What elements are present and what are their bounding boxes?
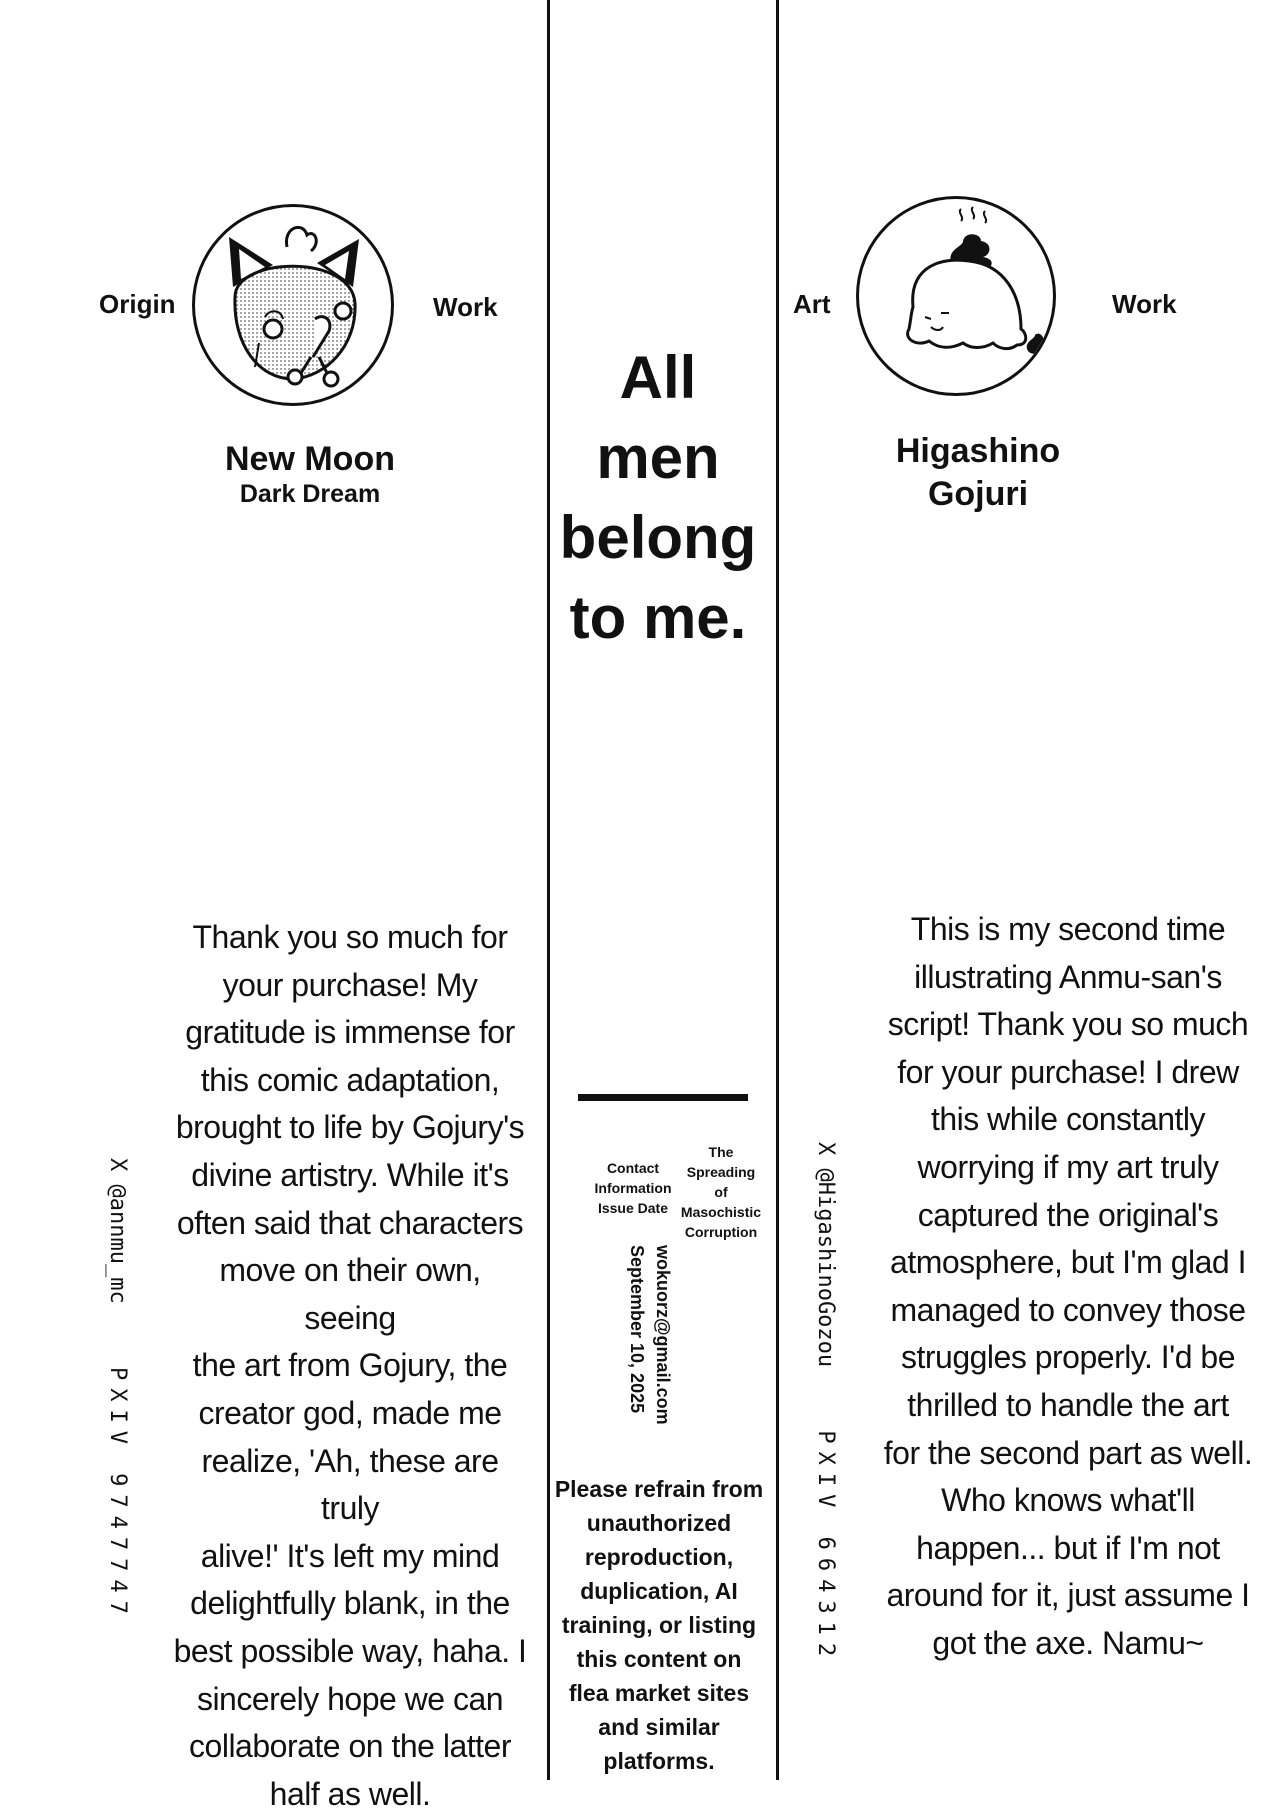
message-line: best possible way, haha. I — [173, 1632, 527, 1669]
message-line: brought to life by Gojury's — [175, 1109, 525, 1146]
message-line: this while constantly — [930, 1101, 1206, 1138]
right-social-handles — [813, 1142, 838, 1674]
message-line: around for it, just assume I — [886, 1577, 1250, 1614]
message-line: often said that characters — [176, 1204, 524, 1241]
message-line: thrilled to handle the art — [907, 1386, 1229, 1423]
contact-label-line: Issue Date — [597, 1200, 669, 1216]
message-line: the art from Gojury, the — [192, 1347, 508, 1384]
title-line: Spreading — [686, 1164, 756, 1180]
message-line: managed to convey those — [890, 1291, 1246, 1328]
artist-name-line: Gojuri — [927, 474, 1029, 513]
message-line: alive!' It's left my mind — [200, 1537, 500, 1574]
left-column-divider — [547, 0, 550, 1780]
message-line: Thank you so much for — [192, 919, 508, 955]
message-line: worrying if my art truly — [917, 1148, 1219, 1185]
message-line: script! Thank you so much — [887, 1006, 1249, 1043]
message-line: sincerely hope we can — [196, 1680, 504, 1717]
pixiv-id: PXIV 9747747 — [105, 1366, 130, 1622]
headline-line: belong — [559, 504, 757, 571]
title-line: The — [708, 1144, 734, 1160]
copyright-notice: Please refrain from unauthorized reproduction, duplication, AI training, or listing this content on flea market sites and similar platforms. — [554, 1476, 764, 1774]
message-line: divine artistry. While it's — [191, 1156, 509, 1193]
artist-name-line: Higashino — [895, 432, 1061, 470]
title-line: Masochistic — [680, 1204, 762, 1220]
message-line: This is my second time — [910, 911, 1226, 947]
message-line: this comic adaptation, — [200, 1061, 500, 1098]
headline-line: men — [596, 424, 720, 491]
x-handle: X @HigashinoGozou — [813, 1142, 838, 1368]
title-line: Corruption — [684, 1224, 758, 1240]
x-handle: X @annmu_mc — [105, 1158, 130, 1304]
origin-label: Origin — [99, 289, 176, 319]
left-author-subname: Dark Dream — [239, 480, 381, 508]
email: wokuorz@gmail.com — [653, 1245, 673, 1425]
right-work-label: Work — [1112, 289, 1177, 319]
message-line: captured the original's — [917, 1196, 1219, 1233]
message-line: realize, 'Ah, these are truly — [201, 1442, 499, 1527]
message-line: half as well. — [269, 1775, 431, 1812]
book-title — [678, 1142, 764, 1242]
message-line: collaborate on the latter — [189, 1728, 511, 1765]
divider-rule — [578, 1094, 748, 1101]
art-label: Art — [793, 289, 831, 319]
left-author-message — [170, 914, 530, 1818]
message-line: delightfully blank, in the — [190, 1585, 510, 1622]
left-social-handles — [105, 1158, 130, 1632]
message-line: for the second part as well. — [883, 1434, 1253, 1471]
right-artist-message — [868, 906, 1268, 1668]
right-artist-name — [858, 430, 1098, 515]
message-line: your purchase! My — [222, 966, 478, 1003]
headline-line: to me. — [569, 584, 747, 651]
message-line: illustrating Anmu-san's — [914, 958, 1222, 995]
author-avatar-cat — [192, 204, 394, 406]
contact-label-line: Contact — [606, 1160, 660, 1176]
headline-line: All — [619, 344, 697, 411]
message-line: move on their own, seeing — [219, 1252, 481, 1336]
right-column-divider — [776, 0, 779, 1780]
message-line: Who knows what'll — [941, 1482, 1195, 1519]
contact-details — [624, 1245, 676, 1425]
pixiv-id: PXIV 664312 — [813, 1430, 838, 1665]
message-line: atmosphere, but I'm glad I — [890, 1244, 1246, 1281]
left-work-label: Work — [433, 292, 498, 322]
ghost-character-icon — [859, 199, 1053, 393]
cat-character-icon — [195, 207, 391, 403]
issue-date: September 10, 2025 — [627, 1245, 647, 1414]
message-line: for your purchase! I drew — [897, 1053, 1239, 1090]
message-line: creator god, made me — [198, 1394, 502, 1431]
message-line: gratitude is immense for — [185, 1014, 515, 1051]
headline — [550, 338, 766, 658]
contact-label-line: Information — [594, 1180, 672, 1196]
message-line: struggles properly. I'd be — [900, 1339, 1236, 1376]
contact-labels — [590, 1158, 676, 1218]
title-line: of — [714, 1184, 728, 1200]
message-line: happen... but if I'm not — [916, 1529, 1220, 1566]
message-line: got the axe. Namu~ — [932, 1624, 1204, 1661]
artist-avatar-ghost — [856, 196, 1056, 396]
left-author-name: New Moon — [225, 440, 395, 478]
